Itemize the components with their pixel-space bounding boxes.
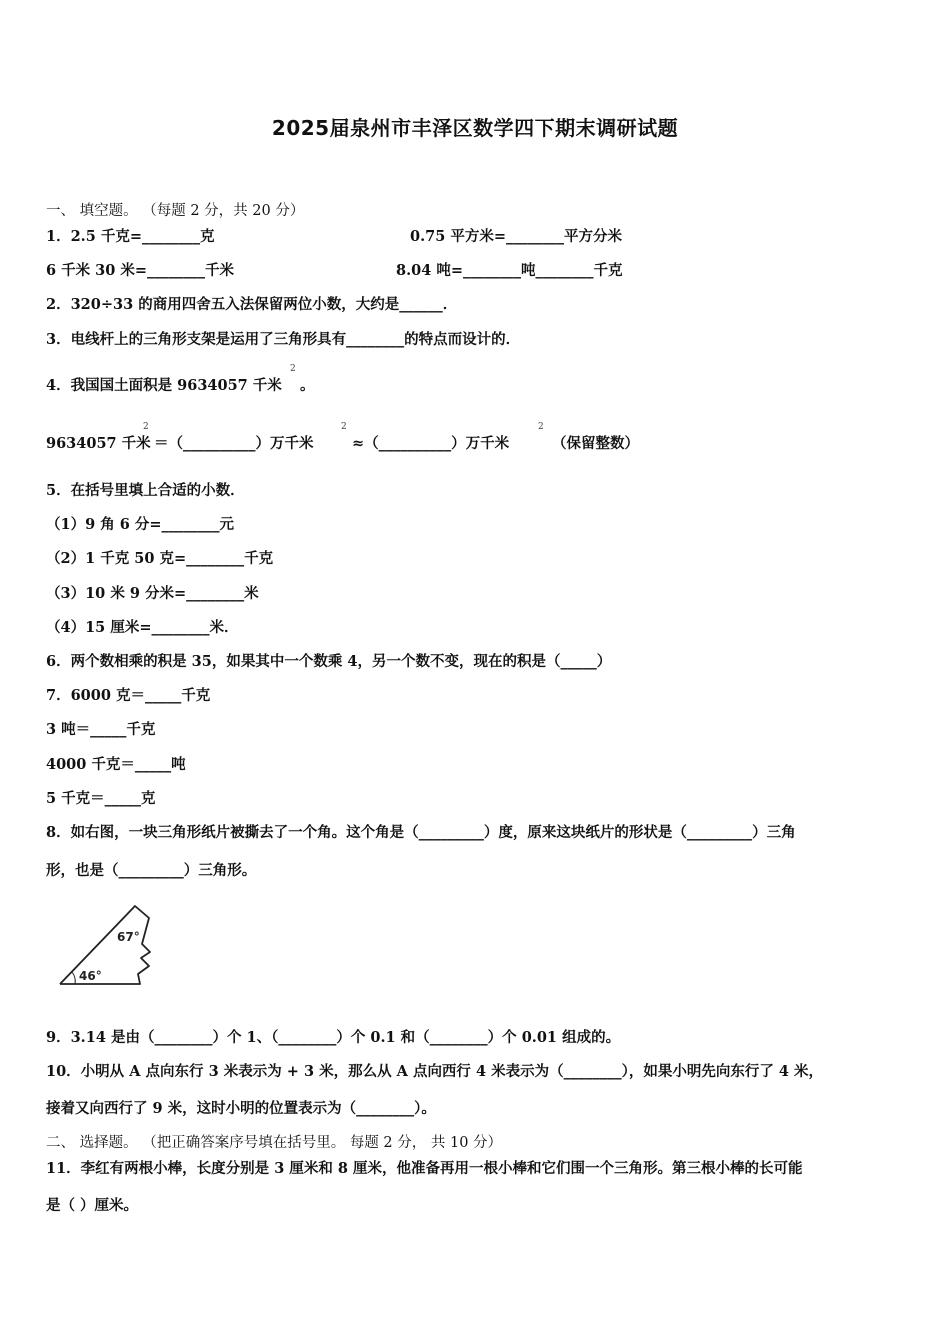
angle-label-left: 46°	[79, 969, 102, 983]
torn-triangle-figure	[55, 898, 165, 990]
superscript-2: 2	[143, 422, 149, 432]
question-8b: 形，也是（_________）三角形。	[46, 862, 257, 879]
section-heading-choice: 二、 选择题。 （把正确答案序号填在括号里。 每题 2 分， 共 10 分）	[46, 1135, 503, 1151]
question-9: 9．3.14 是由（________）个 1、（________）个 0.1 和（________）个 0.01 组成的。	[46, 1029, 621, 1046]
question-5-1: （1）9 角 6 分=________元	[46, 516, 235, 533]
section-heading-fill-blank: 一、 填空题。 （每题 2 分，共 20 分）	[46, 203, 305, 219]
question-4b-part3: ≈（__________）万千米	[352, 435, 510, 452]
question-6: 6．两个数相乘的积是 35，如果其中一个数乘 4，另一个数不变，现在的积是（_____）	[46, 653, 612, 670]
question-7b: 3 吨＝_____千克	[46, 721, 156, 738]
question-4b-part4: （保留整数）	[552, 435, 639, 452]
question-7c: 4000 千克＝_____吨	[46, 756, 186, 773]
question-10: 10．小明从 A 点向东行 3 米表示为 + 3 米，那么从 A 点向西行 4 米表示为（________），如果小明先向东行了 4 米，	[46, 1063, 824, 1080]
superscript-2: 2	[290, 364, 296, 374]
question-8: 8．如右图，一块三角形纸片被撕去了一个角。这个角是（_________）度，原来这块纸片的形状是（_________）三角	[46, 824, 796, 841]
question-7d: 5 千克＝_____克	[46, 790, 156, 807]
question-11b: 是（ ）厘米。	[46, 1197, 139, 1214]
question-4-end: 。	[300, 377, 315, 394]
superscript-2: 2	[538, 422, 544, 432]
angle-label-top: 67°	[117, 930, 140, 944]
question-4b-part2: ＝（__________）万千米	[154, 435, 314, 452]
question-1d: 8.04 吨=________吨________千克	[396, 262, 623, 279]
question-2: 2．320÷33 的商用四舍五入法保留两位小数，大约是______．	[46, 296, 458, 313]
question-1b: 0.75 平方米=________平方分米	[410, 228, 623, 245]
question-5-3: （3）10 米 9 分米=________米	[46, 585, 259, 602]
page-title: 2025届泉州市丰泽区数学四下期末调研试题	[271, 116, 679, 140]
superscript-2: 2	[341, 422, 347, 432]
question-10b: 接着又向西行了 9 米，这时小明的位置表示为（________）。	[46, 1100, 436, 1117]
question-7: 7．6000 克＝_____千克	[46, 687, 211, 704]
question-5-2: （2）1 千克 50 克=________千克	[46, 550, 274, 567]
question-3: 3．电线杆上的三角形支架是运用了三角形具有________的特点而设计的．	[46, 331, 521, 348]
question-4: 4．我国国土面积是 9634057 千米	[46, 377, 282, 394]
question-5-4: （4）15 厘米=________米．	[46, 619, 239, 636]
question-1a: 1．2.5 千克=________克	[46, 228, 215, 245]
question-1c: 6 千米 30 米=________千米	[46, 262, 235, 279]
question-11: 11．李红有两根小棒，长度分别是 3 厘米和 8 厘米，他准备再用一根小棒和它们围一个三角形。第三根小棒的长可能	[46, 1160, 803, 1177]
question-4b-part1: 9634057 千米	[46, 435, 151, 452]
question-5: 5．在括号里填上合适的小数．	[46, 482, 245, 499]
